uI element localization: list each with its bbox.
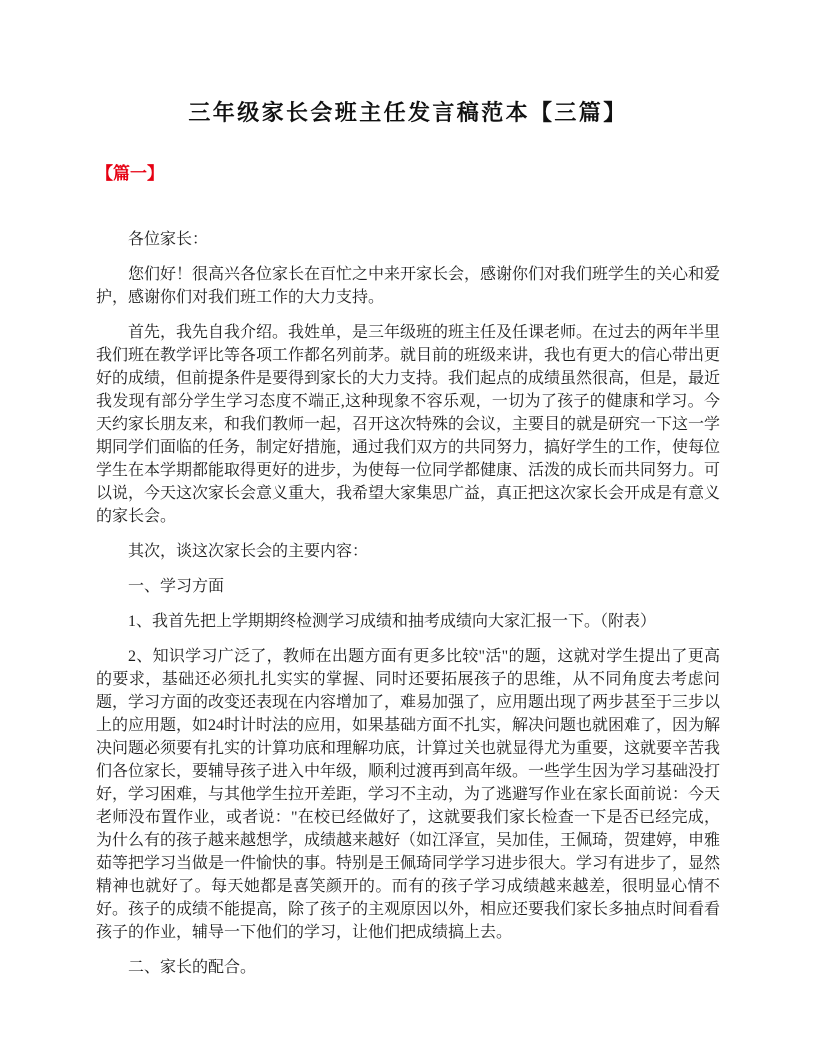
paragraph-main-content-intro: 其次，谈这次家长会的主要内容： bbox=[128, 543, 369, 560]
paragraph-heading-parent-cooperation: 二、家长的配合。 bbox=[128, 959, 257, 976]
paragraph-heading-study: 一、学习方面 bbox=[128, 578, 225, 595]
paragraph-study-point-1: 1、我首先把上学期期终检测学习成绩和抽考成绩向大家汇报一下。（附表） bbox=[128, 613, 657, 630]
paragraph-greeting: 您们好！很高兴各位家长在百忙之中来开家长会，感谢你们对我们班学生的关心和爱护，感谢你们对我们班工作的大力支持。 bbox=[96, 266, 721, 306]
section-label-part-one: 【篇一】 bbox=[96, 164, 164, 183]
paragraph-self-introduction: 首先，我先自我介绍。我姓单，是三年级班的班主任及任课老师。在过去的两年半里我们班在教学评比等各项工作都名列前茅。就目前的班级来讲，我也有更大的信心带出更好的成绩，但前提条件是要得到家长的大力支持。我们起点的成绩虽然很高，但是，最近我发现有部分学生学习态度不端正,这种现象不容乐观，一切为了孩子的健康和学习。今天约家长朋友来，和我们教师一起，召开这次特殊的会议，主要目的就是研究一下这一学期同学们面临的任务，制定好措施，通过我们双方的共同努力，搞好学生的工作，使每位学生在本学期都能取得更好的进步，为使每一位同学都健康、活泼的成长而共同努力。可以说，今天这次家长会意义重大，我希望大家集思广益，真正把这次家长会开成是有意义的家长会。 bbox=[96, 324, 721, 525]
document-title: 三年级家长会班主任发言稿范本【三篇】 bbox=[188, 100, 628, 125]
paragraph-salutation: 各位家长： bbox=[128, 231, 209, 248]
paragraph-study-point-2: 2、知识学习广泛了，教师在出题方面有更多比较"活"的题，这就对学生提出了更高的要求，基础还必须扎扎实实的掌握、同时还要拓展孩子的思维，从不同角度去考虑问题，学习方面的改变还表现在内容增加了，难易加强了，应用题出现了两步甚至于三步以上的应用题，如24时计时法的应用，如果基础方面不扎实，解决问题也就困难了，因为解决问题必须要有扎实的计算功底和理解功底，计算过关也就显得尤为重要，这就要辛苦我们各位家长，要辅导孩子进入中年级，顺利过渡再到高年级。一些学生因为学习基础没打好，学习困难，与其他学生拉开差距，学习不主动，为了逃避写作业在家长面前说：今天老师没布置作业，或者说："在校已经做好了，这就要我们家长检查一下是否已经完成，为什么有的孩子越来越想学，成绩越来越好（如江泽宣，吴加佳，王佩琦，贺建婷，申雅茹等把学习当做是一件愉快的事。特别是王佩琦同学学习进步很大。学习有进步了，显然精神也就好了。每天她都是喜笑颜开的。而有的孩子学习成绩越来越差，很明显心情不好。孩子的成绩不能提高，除了孩子的主观原因以外，相应还要我们家长多抽点时间看看孩子的作业，辅导一下他们的学习，让他们把成绩搞上去。 bbox=[96, 648, 721, 941]
document-body bbox=[96, 228, 720, 979]
